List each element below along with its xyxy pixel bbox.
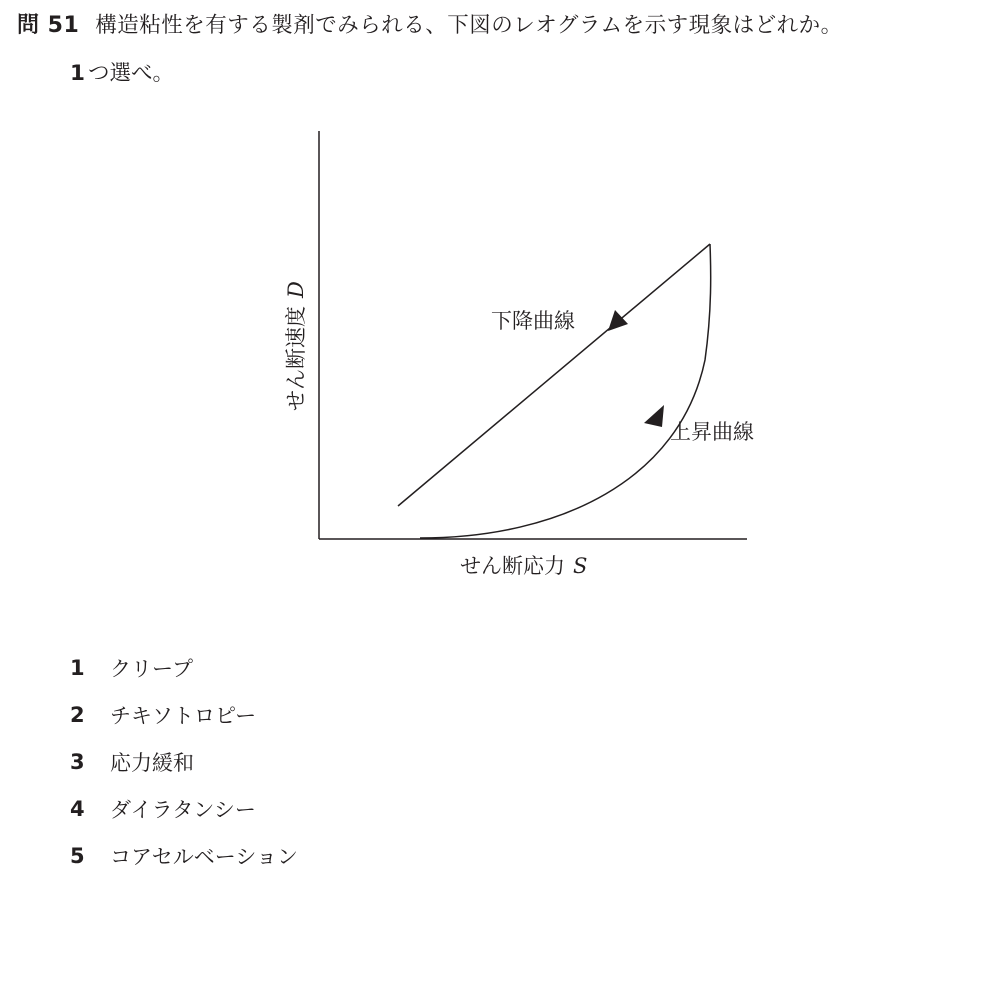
up-curve-arrow xyxy=(644,405,664,427)
up-curve xyxy=(420,244,711,538)
choice-number: 3 xyxy=(70,749,85,774)
question-text: 構造粘性を有する製剤でみられる、下図のレオグラムを示す現象はどれか。 xyxy=(95,13,843,38)
choice-text: コアセルベーション xyxy=(110,844,298,869)
choice-text: 応力緩和 xyxy=(110,750,194,775)
choice-text: ダイラタンシー xyxy=(110,797,256,822)
choice-4[interactable] xyxy=(70,785,298,832)
choice-number: 2 xyxy=(70,702,85,727)
instruction-text: つ選べ。 xyxy=(87,61,174,86)
y-axis-label-var: D xyxy=(284,281,308,298)
choice-3[interactable] xyxy=(70,738,298,785)
choice-number: 5 xyxy=(70,843,85,868)
choice-text: クリープ xyxy=(110,656,193,681)
up-curve-label: 上昇曲線 xyxy=(670,420,754,444)
y-axis-label-text: せん断速度 xyxy=(284,306,308,411)
choice-number: 1 xyxy=(70,655,85,680)
down-curve-arrow xyxy=(608,310,628,331)
y-axis-label xyxy=(284,281,308,411)
answer-choices xyxy=(70,644,298,879)
choice-number: 4 xyxy=(70,796,85,821)
question-number: 問 51 xyxy=(17,13,80,38)
choice-1[interactable] xyxy=(70,644,298,691)
x-axis-label-text: せん断応力 xyxy=(460,554,565,578)
choice-text: チキソトロピー xyxy=(110,703,257,728)
instruction-count: 1 xyxy=(70,61,85,86)
choice-2[interactable] xyxy=(70,691,298,738)
choice-5[interactable] xyxy=(70,832,298,879)
down-curve xyxy=(398,244,710,506)
x-axis-label-var: S xyxy=(573,554,588,578)
x-axis-label xyxy=(460,554,587,578)
down-curve-label: 下降曲線 xyxy=(491,309,575,333)
